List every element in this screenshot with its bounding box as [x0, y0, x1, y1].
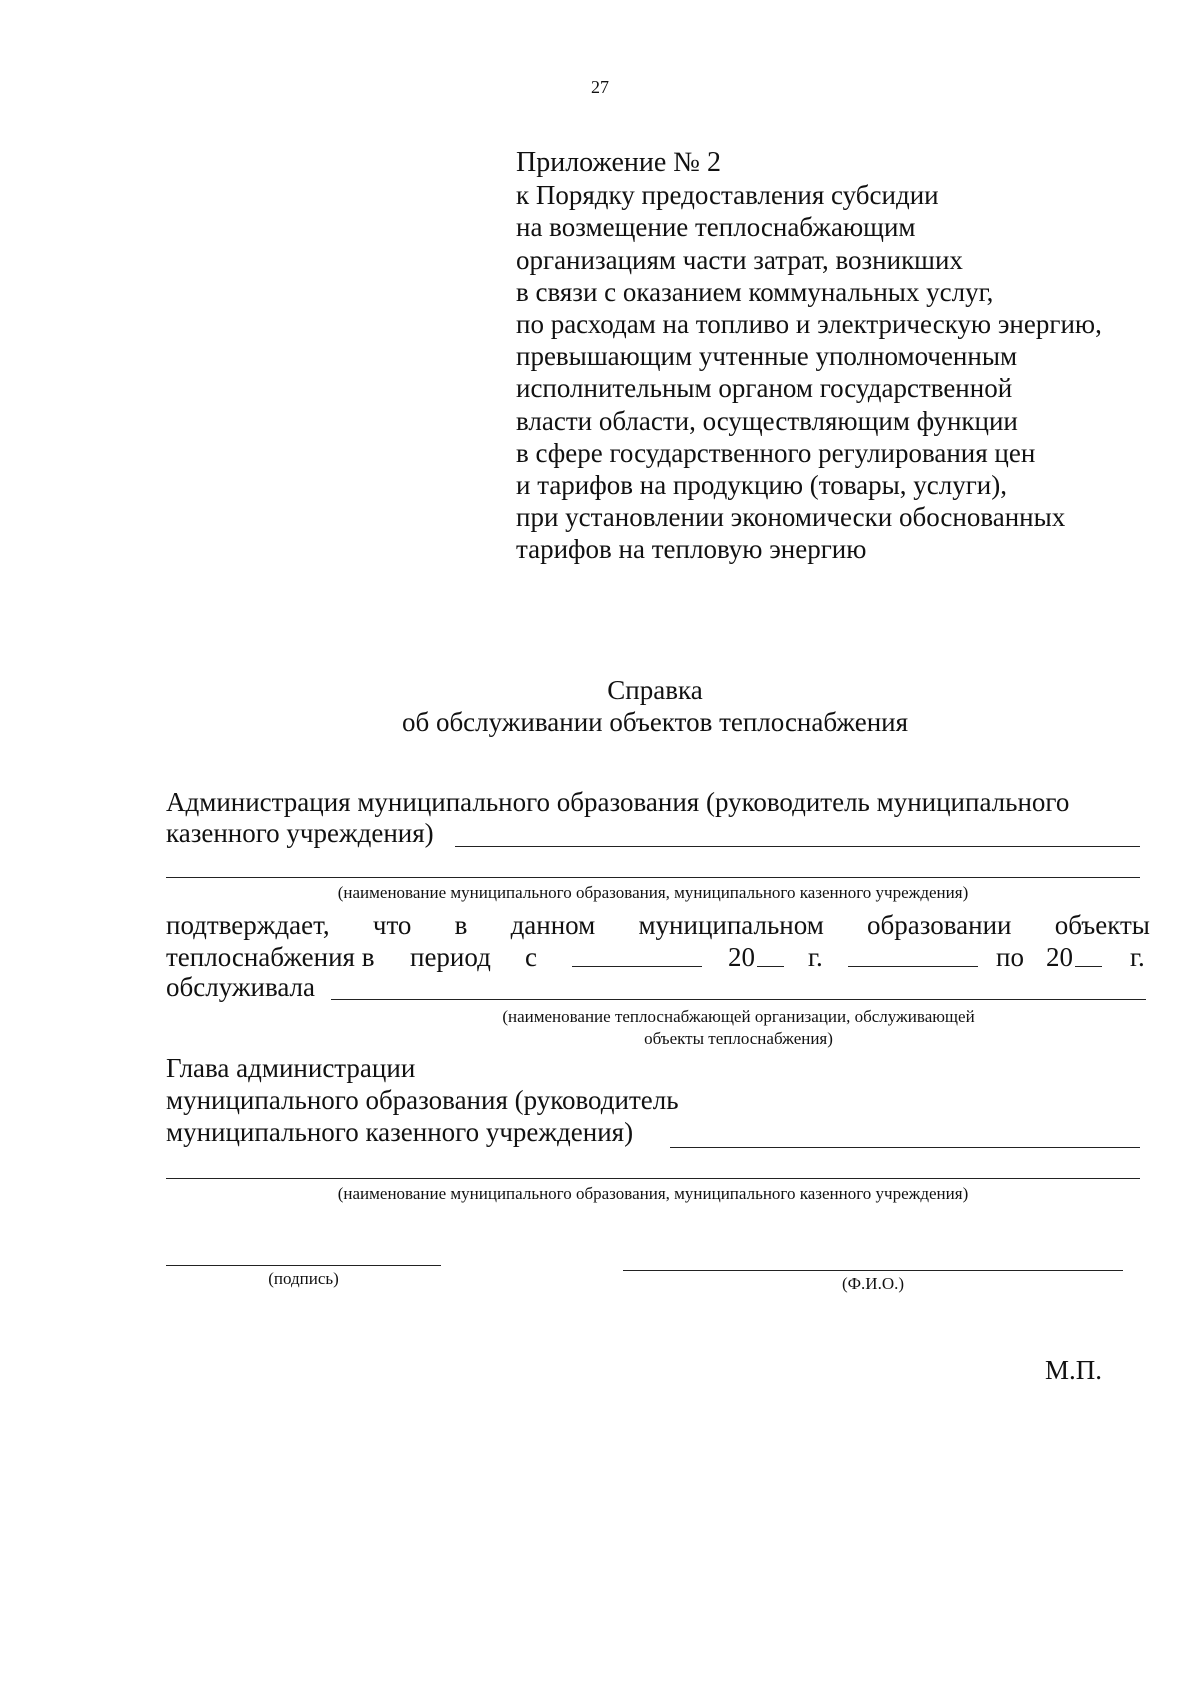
appendix-line: в связи с оказанием коммунальных услуг, [516, 276, 994, 307]
year-prefix-1: 20 [728, 942, 755, 972]
head-name-field[interactable] [670, 1147, 1140, 1148]
document-title: Справка [607, 675, 703, 705]
period-from: с [525, 942, 537, 972]
mo-name-caption: (наименование муниципального образования, муниципального казенного учреждения) [337, 883, 969, 902]
confirm-word: подтверждает, [166, 910, 330, 940]
year-prefix-2: 20 [1046, 942, 1073, 972]
year-start-field[interactable] [757, 966, 784, 967]
appendix-line: тарифов на тепловую энергию [516, 534, 867, 565]
confirm-line [166, 910, 1150, 940]
page-number: 27 [591, 77, 609, 97]
head-line-3: муниципального казенного учреждения) [166, 1117, 634, 1147]
confirm-word: объекты [1054, 910, 1150, 940]
appendix-line: превышающим учтенные уполномоченным [516, 341, 1018, 372]
period-start-field[interactable] [572, 966, 702, 967]
signature-caption: (подпись) [268, 1269, 339, 1288]
stamp-placeholder: М.П. [1045, 1355, 1103, 1385]
fio-caption: (Ф.И.О.) [841, 1274, 905, 1293]
mo-name-field-2[interactable] [166, 1178, 1140, 1179]
org-caption-line-2: объекты теплоснабжения) [644, 1029, 833, 1048]
organization-field[interactable] [331, 999, 1146, 1000]
fio-field[interactable] [623, 1270, 1123, 1271]
appendix-title: Приложение № 2 [516, 147, 721, 178]
signature-field[interactable] [166, 1265, 441, 1266]
appendix-line: в сфере государственного регулирования цен [516, 437, 1036, 468]
appendix-line: власти области, осуществляющим функции [516, 405, 1018, 436]
appendix-line: и тарифов на продукцию (товары, услуги), [516, 470, 1007, 501]
year-end-field[interactable] [1075, 966, 1102, 967]
mo-name-caption-2: (наименование муниципального образования, муниципального казенного учреждения) [337, 1184, 969, 1203]
period-word: период [410, 942, 491, 972]
admin-line-1: Администрация муниципального образования (руководитель муниципального [166, 787, 1070, 817]
head-line-1: Глава администрации [166, 1053, 416, 1083]
org-caption-line-1: (наименование теплоснабжающей организации, обслуживающей [502, 1007, 975, 1026]
appendix-line: по расходам на топливо и электрическую энергию, [516, 309, 1102, 340]
appendix-block [516, 147, 1102, 566]
year-suffix-1: г. [808, 942, 823, 972]
confirm-word: муниципальном [638, 910, 824, 940]
document-heading [0, 674, 1200, 738]
confirm-word: образовании [867, 910, 1012, 940]
confirm-word: что [372, 910, 412, 940]
period-end-field[interactable] [848, 966, 978, 967]
period-label: теплоснабжения в [166, 942, 375, 972]
mo-name-field[interactable] [166, 877, 1140, 878]
document-subtitle: об обслуживании объектов теплоснабжения [401, 707, 909, 737]
appendix-line: к Порядку предоставления субсидии [516, 180, 939, 211]
appendix-line: при установлении экономически обоснованных [516, 502, 1066, 533]
appendix-line: организациям части затрат, возникших [516, 244, 963, 275]
appendix-line: исполнительным органом государственной [516, 373, 1013, 404]
confirm-word: данном [510, 910, 596, 940]
admin-name-field[interactable] [455, 846, 1140, 847]
served-label: обслуживала [166, 972, 316, 1002]
confirm-word: в [454, 910, 468, 940]
period-to: по [996, 942, 1024, 972]
appendix-line: на возмещение теплоснабжающим [516, 212, 916, 243]
head-line-2: муниципального образования (руководитель [166, 1085, 679, 1115]
admin-line-2: казенного учреждения) [166, 818, 434, 848]
year-suffix-2: г. [1130, 942, 1145, 972]
